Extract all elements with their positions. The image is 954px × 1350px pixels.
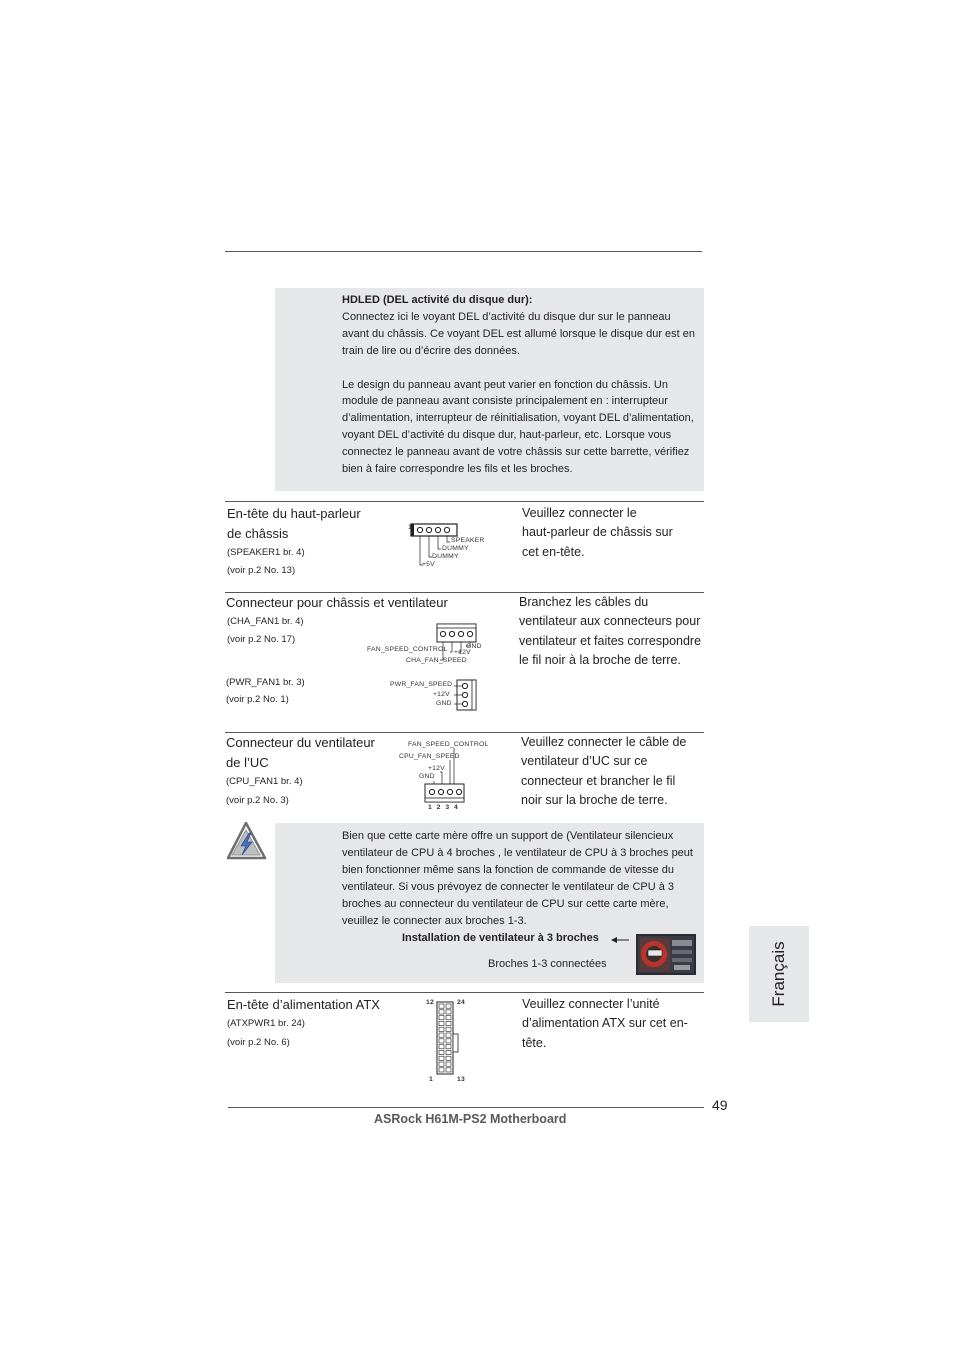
cpu-fan-id: (CPU_FAN1 br. 4) bbox=[226, 776, 303, 787]
speaker-desc-line: cet en-tête. bbox=[522, 544, 585, 559]
atx-pin bbox=[446, 1004, 451, 1008]
hdled-line: bien à faire correspondre les fils et les broches. bbox=[342, 463, 573, 476]
warning-line: ventilateur. Si vous prévoyez de connecter le ventilateur de CPU à 3 bbox=[342, 880, 675, 893]
atx-pin bbox=[446, 1021, 451, 1025]
chassis-fan-desc-line: Branchez les câbles du bbox=[519, 595, 649, 609]
atx-pin bbox=[439, 1004, 444, 1008]
cha-fan-label: +12V bbox=[454, 649, 471, 656]
atx-pin bbox=[439, 1039, 444, 1043]
atx-pin bbox=[446, 1027, 451, 1031]
cpu-fan-title-line2: de l’UC bbox=[226, 755, 269, 770]
chassis-fan-ref: (voir p.2 No. 17) bbox=[227, 634, 296, 645]
hdled-line: train de lire ou d’écrire des données. bbox=[342, 344, 520, 357]
language-tab bbox=[749, 926, 809, 1022]
hdled-line: Connectez ici le voyant DEL d’activité du disque dur sur le panneau bbox=[342, 310, 671, 323]
chassis-fan-description bbox=[519, 593, 701, 670]
pwr-fan-label: GND bbox=[436, 700, 452, 707]
speaker-desc-line: Veuillez connecter le bbox=[522, 506, 637, 520]
pwr-fan-ref: (voir p.2 No. 1) bbox=[226, 694, 289, 705]
cpu-fan-desc-line: noir sur la broche de terre. bbox=[521, 792, 668, 807]
cpu-fan-title-line1: Connecteur du ventilateur bbox=[226, 735, 375, 750]
atx-pin bbox=[439, 1045, 444, 1049]
chassis-fan-desc-line: ventilateur et faites correspondre bbox=[519, 633, 702, 648]
atx-pin bbox=[446, 1010, 451, 1014]
atx-pin bbox=[446, 1045, 451, 1049]
speaker-desc-line: haut-parleur de châssis sur bbox=[522, 525, 673, 540]
fan-connector-photo bbox=[636, 934, 696, 975]
atx-pin-label: 13 bbox=[457, 1076, 465, 1083]
footer-rule bbox=[228, 1107, 704, 1108]
hdled-title: HDLED (DEL activité du disque dur): bbox=[342, 294, 533, 306]
warning-line: broches au connecteur du ventilateur de CPU sur cette carte mère, bbox=[342, 897, 669, 910]
chassis-fan-id: (CHA_FAN1 br. 4) bbox=[227, 616, 304, 627]
cpu-fan-label: GND bbox=[419, 773, 435, 780]
atx-desc-line: d’alimentation ATX sur cet en- bbox=[522, 1016, 688, 1031]
speaker-rule bbox=[225, 501, 704, 502]
cpu-fan-ref: (voir p.2 No. 3) bbox=[226, 795, 289, 806]
cha-fan-label: CHA_FAN_SPEED bbox=[406, 657, 467, 664]
warning-line: veuillez le connecter aux broches 1-3. bbox=[342, 914, 527, 927]
cpu-fan-label: FAN_SPEED_CONTROL bbox=[408, 741, 489, 748]
atx-pin bbox=[446, 1050, 451, 1054]
top-rule bbox=[225, 251, 702, 252]
hdled-line: voyant DEL d’activité du disque dur, haut-parleur, etc. Lorsque vous bbox=[342, 429, 672, 442]
atx-pin bbox=[446, 1068, 451, 1072]
hdled-line: module de panneau avant consiste principalement en : interrupteur bbox=[342, 395, 668, 408]
speaker-title bbox=[227, 506, 361, 541]
atx-connector-diagram bbox=[436, 1001, 462, 1075]
atx-pin-label: 24 bbox=[457, 999, 465, 1006]
atx-pin bbox=[439, 1027, 444, 1031]
atx-desc-line: tête. bbox=[522, 1035, 547, 1050]
cpu-fan-description bbox=[521, 733, 686, 810]
warning-line: bien fonctionner même sans la fonction de commande de vitesse du bbox=[342, 863, 675, 876]
chassis-fan-title: Connecteur pour châssis et ventilateur bbox=[226, 595, 448, 610]
speaker-id: (SPEAKER1 br. 4) bbox=[227, 547, 305, 558]
language-tab-label: Français bbox=[769, 941, 788, 1007]
atx-pin-label: 12 bbox=[426, 999, 434, 1006]
speaker-pin1-label: 1 bbox=[408, 524, 412, 531]
cpu-fan-desc-line: ventilateur d’UC sur ce bbox=[521, 754, 648, 769]
cpu-fan-label: CPU_FAN_SPEED bbox=[399, 753, 460, 760]
cpu-fan-desc-line: connecteur et brancher le fil bbox=[521, 773, 676, 788]
speaker-pin-label: +5V bbox=[422, 561, 435, 568]
speaker-pin-label: DUMMY bbox=[432, 553, 459, 560]
atx-pin bbox=[439, 1021, 444, 1025]
atx-description bbox=[522, 995, 688, 1053]
atx-title: En-tête d’alimentation ATX bbox=[227, 997, 380, 1012]
hdled-note bbox=[342, 292, 704, 478]
speaker-pin-label: DUMMY bbox=[442, 545, 469, 552]
atx-pin bbox=[439, 1062, 444, 1066]
speaker-ref: (voir p.2 No. 13) bbox=[227, 565, 296, 576]
pwr-fan-label: +12V bbox=[433, 691, 450, 698]
atx-pin bbox=[446, 1016, 451, 1020]
warning-note bbox=[342, 828, 704, 929]
atx-pin bbox=[446, 1033, 451, 1037]
atx-pin bbox=[439, 1056, 444, 1060]
hdled-line: avant du châssis. Ce voyant DEL est allumé lorsque le disque dur est en bbox=[342, 327, 696, 340]
speaker-title-line2: de châssis bbox=[227, 526, 289, 541]
cpu-fan-desc-line: Veuillez connecter le câble de bbox=[521, 735, 687, 749]
atx-pin bbox=[439, 1050, 444, 1054]
hdled-line: d’alimentation, interrupteur de réinitialisation, voyant DEL d’alimentation, bbox=[342, 412, 694, 425]
atx-pin bbox=[446, 1062, 451, 1066]
warning-line: ventilateur de CPU à 4 broches , le ventilateur de CPU à 3 broches peut bbox=[342, 846, 693, 859]
page-number: 49 bbox=[712, 1097, 728, 1113]
atx-pin bbox=[439, 1010, 444, 1014]
atx-ref: (voir p.2 No. 6) bbox=[227, 1037, 290, 1048]
speaker-description bbox=[522, 504, 673, 562]
cha-fan-label: GND bbox=[466, 643, 482, 650]
warning-icon bbox=[226, 821, 268, 861]
footer-model: ASRock H61M-PS2 Motherboard bbox=[374, 1112, 567, 1126]
chassis-fan-desc-line: le fil noir à la broche de terre. bbox=[519, 652, 681, 667]
atx-desc-line: Veuillez connecter l’unité bbox=[522, 997, 660, 1011]
atx-pin bbox=[446, 1039, 451, 1043]
chassis-fan-desc-line: ventilateur aux connecteurs pour bbox=[519, 614, 701, 629]
atx-pin bbox=[446, 1056, 451, 1060]
cpu-fan-label: +12V bbox=[428, 765, 445, 772]
hdled-line: Le design du panneau avant peut varier en fonction du châssis. Un bbox=[342, 378, 668, 391]
pins-connected-label: Broches 1-3 connectées bbox=[488, 958, 607, 970]
speaker-pin-label: SPEAKER bbox=[451, 537, 485, 544]
cpu-fan-title bbox=[226, 735, 375, 770]
cha-fan-label: FAN_SPEED_CONTROL bbox=[367, 646, 448, 653]
atx-pin bbox=[439, 1016, 444, 1020]
atx-rule bbox=[225, 992, 704, 993]
atx-pin bbox=[439, 1033, 444, 1037]
atx-id: (ATXPWR1 br. 24) bbox=[227, 1018, 305, 1029]
install-3pin-title: Installation de ventilateur à 3 broches bbox=[402, 932, 599, 944]
pwr-fan-id: (PWR_FAN1 br. 3) bbox=[226, 677, 305, 688]
atx-pin bbox=[439, 1068, 444, 1072]
speaker-title-line1: En-tête du haut-parleur bbox=[227, 506, 361, 521]
hdled-line: connectez le panneau avant de votre châssis sur cette barrette, vérifiez bbox=[342, 446, 690, 459]
atx-pin-label: 1 bbox=[429, 1076, 433, 1083]
warning-line: Bien que cette carte mère offre un support de (Ventilateur silencieux bbox=[342, 830, 674, 842]
arrow-left-icon bbox=[610, 935, 630, 945]
cpu-fan-pin-numbers: 1 2 3 4 bbox=[428, 804, 460, 811]
pwr-fan-label: PWR_FAN_SPEED bbox=[390, 681, 453, 688]
